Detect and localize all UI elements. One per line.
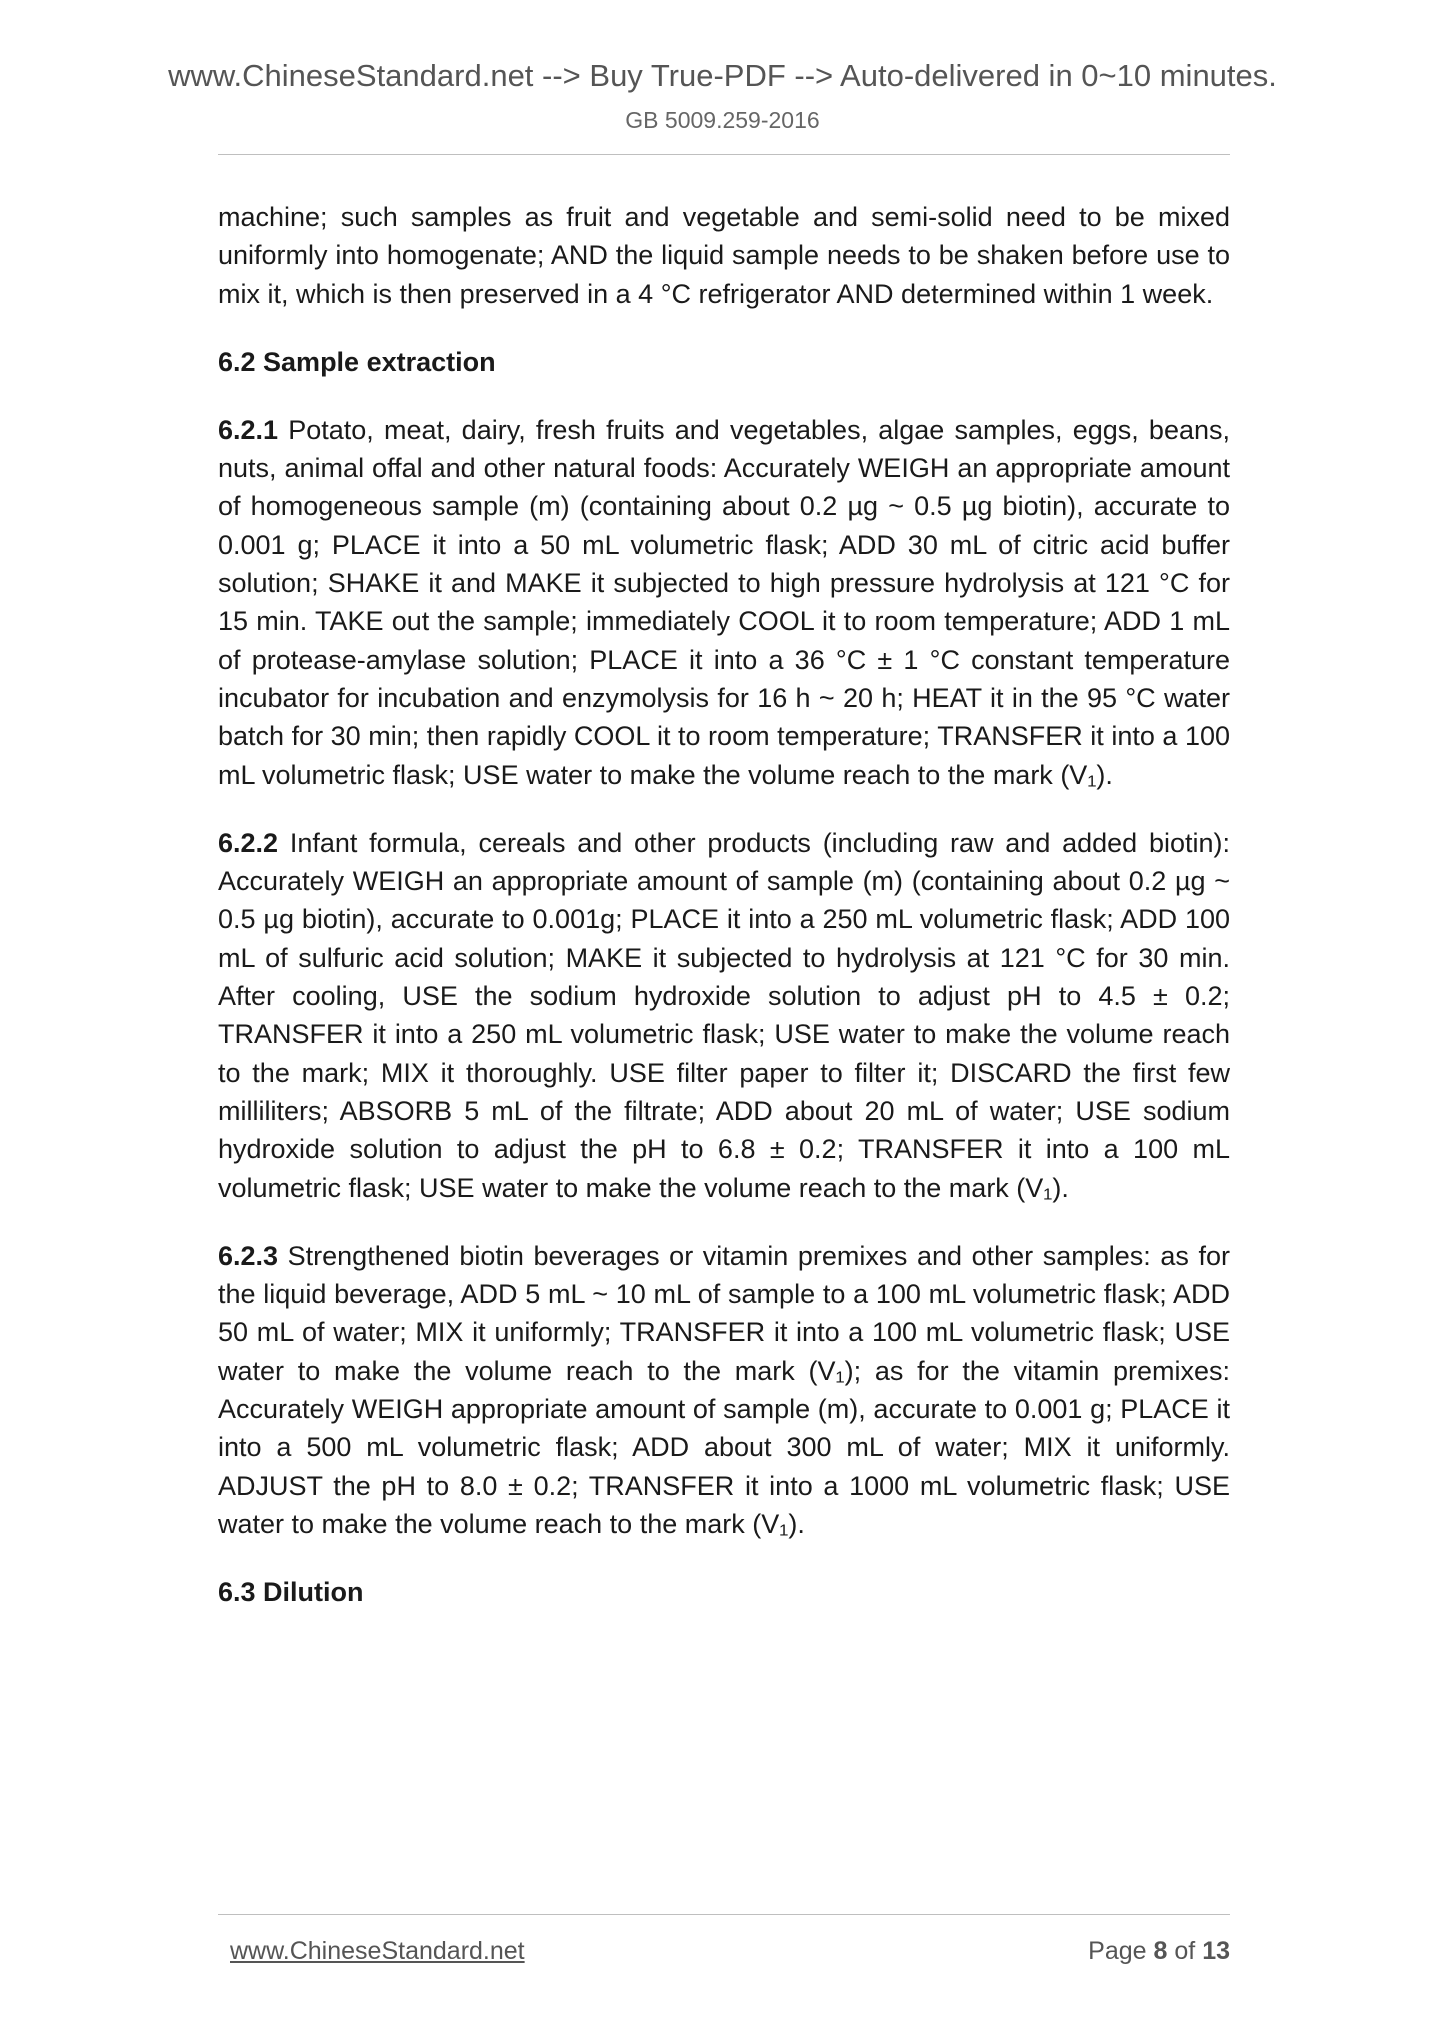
section-heading-6-3: 6.3 Dilution	[218, 1577, 364, 1608]
clause-number: 6.2.3	[218, 1240, 279, 1271]
page-label: Page	[1088, 1937, 1147, 1965]
page-of: of	[1174, 1937, 1196, 1965]
clause-6-2-3	[218, 1237, 1230, 1543]
footer-divider	[218, 1914, 1230, 1915]
header-divider	[218, 154, 1230, 155]
page-indicator	[1088, 1936, 1230, 1966]
footer-website-link[interactable]: www.ChineseStandard.net	[230, 1937, 525, 1965]
clause-number: 6.2.1	[218, 414, 279, 445]
clause-6-2-1	[218, 411, 1230, 794]
clause-6-2-2	[218, 824, 1230, 1207]
page-current: 8	[1153, 1937, 1168, 1965]
intro-paragraph: machine; such samples as fruit and vegetable and semi-solid need to be mixed uniformly into homogenate; AND the liquid sample needs to be shaken before use to mix it, which is then preserved in a 4 °C refrigerator AND determined within 1 week.	[218, 202, 1230, 309]
clause-text: Strengthened biotin beverages or vitamin premixes and other samples: as for the liquid beverage, ADD 5 mL ~ 10 mL of sample to a 100 mL volumetric flask; ADD 50 mL of water; MIX it uniformly; TRANSFER it into a 100 mL volumetric flask; USE water to make the volume reach to the mark (V₁); as for the vitamin premixes: Accurately WEIGH appropriate amount of sample (m), accurate to 0.001 g; PLACE it into a 500 mL volumetric flask; ADD about 300 mL of water; MIX it uniformly. ADJUST the pH to 8.0 ± 0.2; TRANSFER it into a 1000 mL volumetric flask; USE water to make the volume reach to the mark (V₁).	[218, 1240, 1230, 1539]
clause-text: Infant formula, cereals and other products (including raw and added biotin): Accurately WEIGH an appropriate amount of sample (m) (containing about 0.2 µg ~ 0.5 µg biotin), accurate to 0.001g; PLACE it into a 250 mL volumetric flask; ADD 100 mL of sulfuric acid solution; MAKE it subjected to hydrolysis at 121 °C for 30 min. After cooling, USE the sodium hydroxide solution to adjust pH to 4.5 ± 0.2; TRANSFER it into a 250 mL volumetric flask; USE water to make the volume reach to the mark; MIX it thoroughly. USE filter paper to filter it; DISCARD the first few milliliters; ABSORB 5 mL of the filtrate; ADD about 20 mL of water; USE sodium hydroxide solution to adjust the pH to 6.8 ± 0.2; TRANSFER it into a 100 mL volumetric flask; USE water to make the volume reach to the mark (V₁).	[218, 827, 1230, 1203]
clause-number: 6.2.2	[218, 827, 279, 858]
section-heading-6-2: 6.2 Sample extraction	[218, 346, 496, 377]
page-total: 13	[1202, 1937, 1230, 1965]
document-body	[218, 198, 1230, 1641]
header-banner: www.ChineseStandard.net --> Buy True-PDF --> Auto-delivered in 0~10 minutes.	[168, 58, 1277, 93]
clause-text: Potato, meat, dairy, fresh fruits and vegetables, algae samples, eggs, beans, nuts, animal offal and other natural foods: Accurately WEIGH an appropriate amount of homogeneous sample (m) (containing about 0.2 µg ~ 0.5 µg biotin), accurate to 0.001 g; PLACE it into a 50 mL volumetric flask; ADD 30 mL of citric acid buffer solution; SHAKE it and MAKE it subjected to high pressure hydrolysis at 121 °C for 15 min. TAKE out the sample; immediately COOL it to room temperature; ADD 1 mL of protease-amylase solution; PLACE it into a 36 °C ± 1 °C constant temperature incubator for incubation and enzymolysis for 16 h ~ 20 h; HEAT it in the 95 °C water batch for 30 min; then rapidly COOL it to room temperature; TRANSFER it into a 100 mL volumetric flask; USE water to make the volume reach to the mark (V₁).	[218, 414, 1230, 790]
standard-code: GB 5009.259-2016	[625, 107, 820, 133]
